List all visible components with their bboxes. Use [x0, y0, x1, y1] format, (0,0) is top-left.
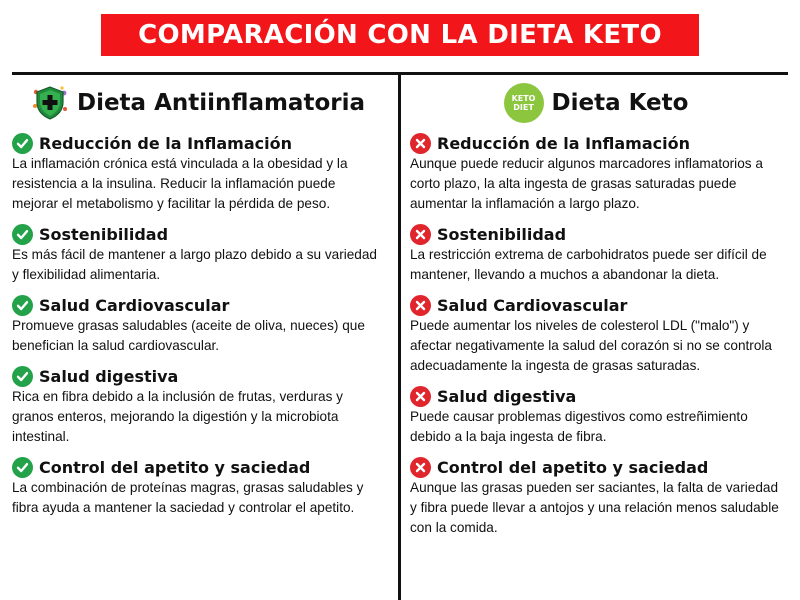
x-circle-icon [410, 224, 431, 245]
item-description: Aunque las grasas pueden ser saciantes, la falta de variedad y fibra puede llevar a antojos y una relación menos saludable con la comida. [410, 480, 779, 535]
item-header [410, 456, 782, 478]
item-description: Promueve grasas saludables (aceite de oliva, nueces) que benefician la salud cardiovascular. [12, 318, 365, 353]
keto-diet-badge-icon [504, 83, 544, 123]
item-description: Es más fácil de mantener a largo plazo debido a su variedad y flexibilidad alimentaria. [12, 247, 377, 282]
check-circle-icon [12, 457, 33, 478]
list-item [410, 223, 782, 285]
item-description: Aunque puede reducir algunos marcadores inflamatorios a corto plazo, la alta ingesta de grasas saturadas puede aumentar la inflamación a largo plazo. [410, 156, 763, 211]
item-title: Salud digestiva [39, 366, 179, 386]
item-header [12, 456, 384, 478]
x-circle-icon [410, 133, 431, 154]
item-description: Puede aumentar los niveles de colesterol LDL ("malo") y afectar negativamente la salud del corazón si no se controla adecuadamente la ingesta de grasas saturadas. [410, 318, 772, 373]
item-title: Salud Cardiovascular [437, 295, 628, 315]
item-title: Salud Cardiovascular [39, 295, 230, 315]
item-title: Reducción de la Inflamación [39, 133, 292, 153]
list-item [12, 132, 384, 214]
check-circle-icon [12, 224, 33, 245]
check-circle-icon [12, 133, 33, 154]
anti-inflammatory-column [12, 82, 384, 527]
item-title: Control del apetito y saciedad [39, 457, 311, 477]
list-item [12, 456, 384, 518]
keto-title: Dieta Keto [551, 90, 689, 116]
item-description: La inflamación crónica está vinculada a la obesidad y la resistencia a la insulina. Reducir la inflamación puede mejorar el metabolismo y facilitar la pérdida de peso. [12, 156, 348, 211]
item-header [410, 385, 782, 407]
list-item [410, 294, 782, 376]
list-item [410, 132, 782, 214]
keto-column [410, 82, 782, 547]
shield-plus-icon [31, 84, 69, 122]
item-title: Salud digestiva [437, 386, 577, 406]
item-title: Reducción de la Inflamación [437, 133, 690, 153]
list-item [12, 294, 384, 356]
item-title: Sostenibilidad [437, 224, 567, 244]
check-circle-icon [12, 366, 33, 387]
list-item [410, 385, 782, 447]
x-circle-icon [410, 295, 431, 316]
column-divider [398, 74, 401, 600]
anti-inflammatory-list [12, 132, 384, 518]
list-item [410, 456, 782, 538]
item-header [410, 132, 782, 154]
list-item [12, 365, 384, 447]
item-title: Sostenibilidad [39, 224, 169, 244]
check-circle-icon [12, 295, 33, 316]
item-description: Puede causar problemas digestivos como estreñimiento debido a la baja ingesta de fibra. [410, 409, 748, 444]
item-header [12, 294, 384, 316]
item-header [12, 223, 384, 245]
item-title: Control del apetito y saciedad [437, 457, 709, 477]
keto-header [410, 82, 782, 124]
keto-badge-line2: DIET [513, 103, 534, 112]
item-description: La restricción extrema de carbohidratos puede ser difícil de mantener, llevando a muchos a abandonar la dieta. [410, 247, 767, 282]
item-description: Rica en fibra debido a la inclusión de frutas, verduras y granos enteros, mejorando la digestión y la microbiota intestinal. [12, 389, 343, 444]
x-circle-icon [410, 457, 431, 478]
keto-list [410, 132, 782, 538]
page-title: COMPARACIÓN CON LA DIETA KETO [101, 14, 699, 56]
anti-inflammatory-title: Dieta Antiinflamatoria [76, 90, 365, 116]
keto-badge-line1: KETO [511, 94, 536, 103]
item-description: La combinación de proteínas magras, grasas saludables y fibra ayuda a mantener la saciedad y controlar el apetito. [12, 480, 364, 515]
list-item [12, 223, 384, 285]
item-header [410, 223, 782, 245]
item-header [12, 365, 384, 387]
anti-inflammatory-header [12, 82, 384, 124]
item-header [12, 132, 384, 154]
item-header [410, 294, 782, 316]
x-circle-icon [410, 386, 431, 407]
